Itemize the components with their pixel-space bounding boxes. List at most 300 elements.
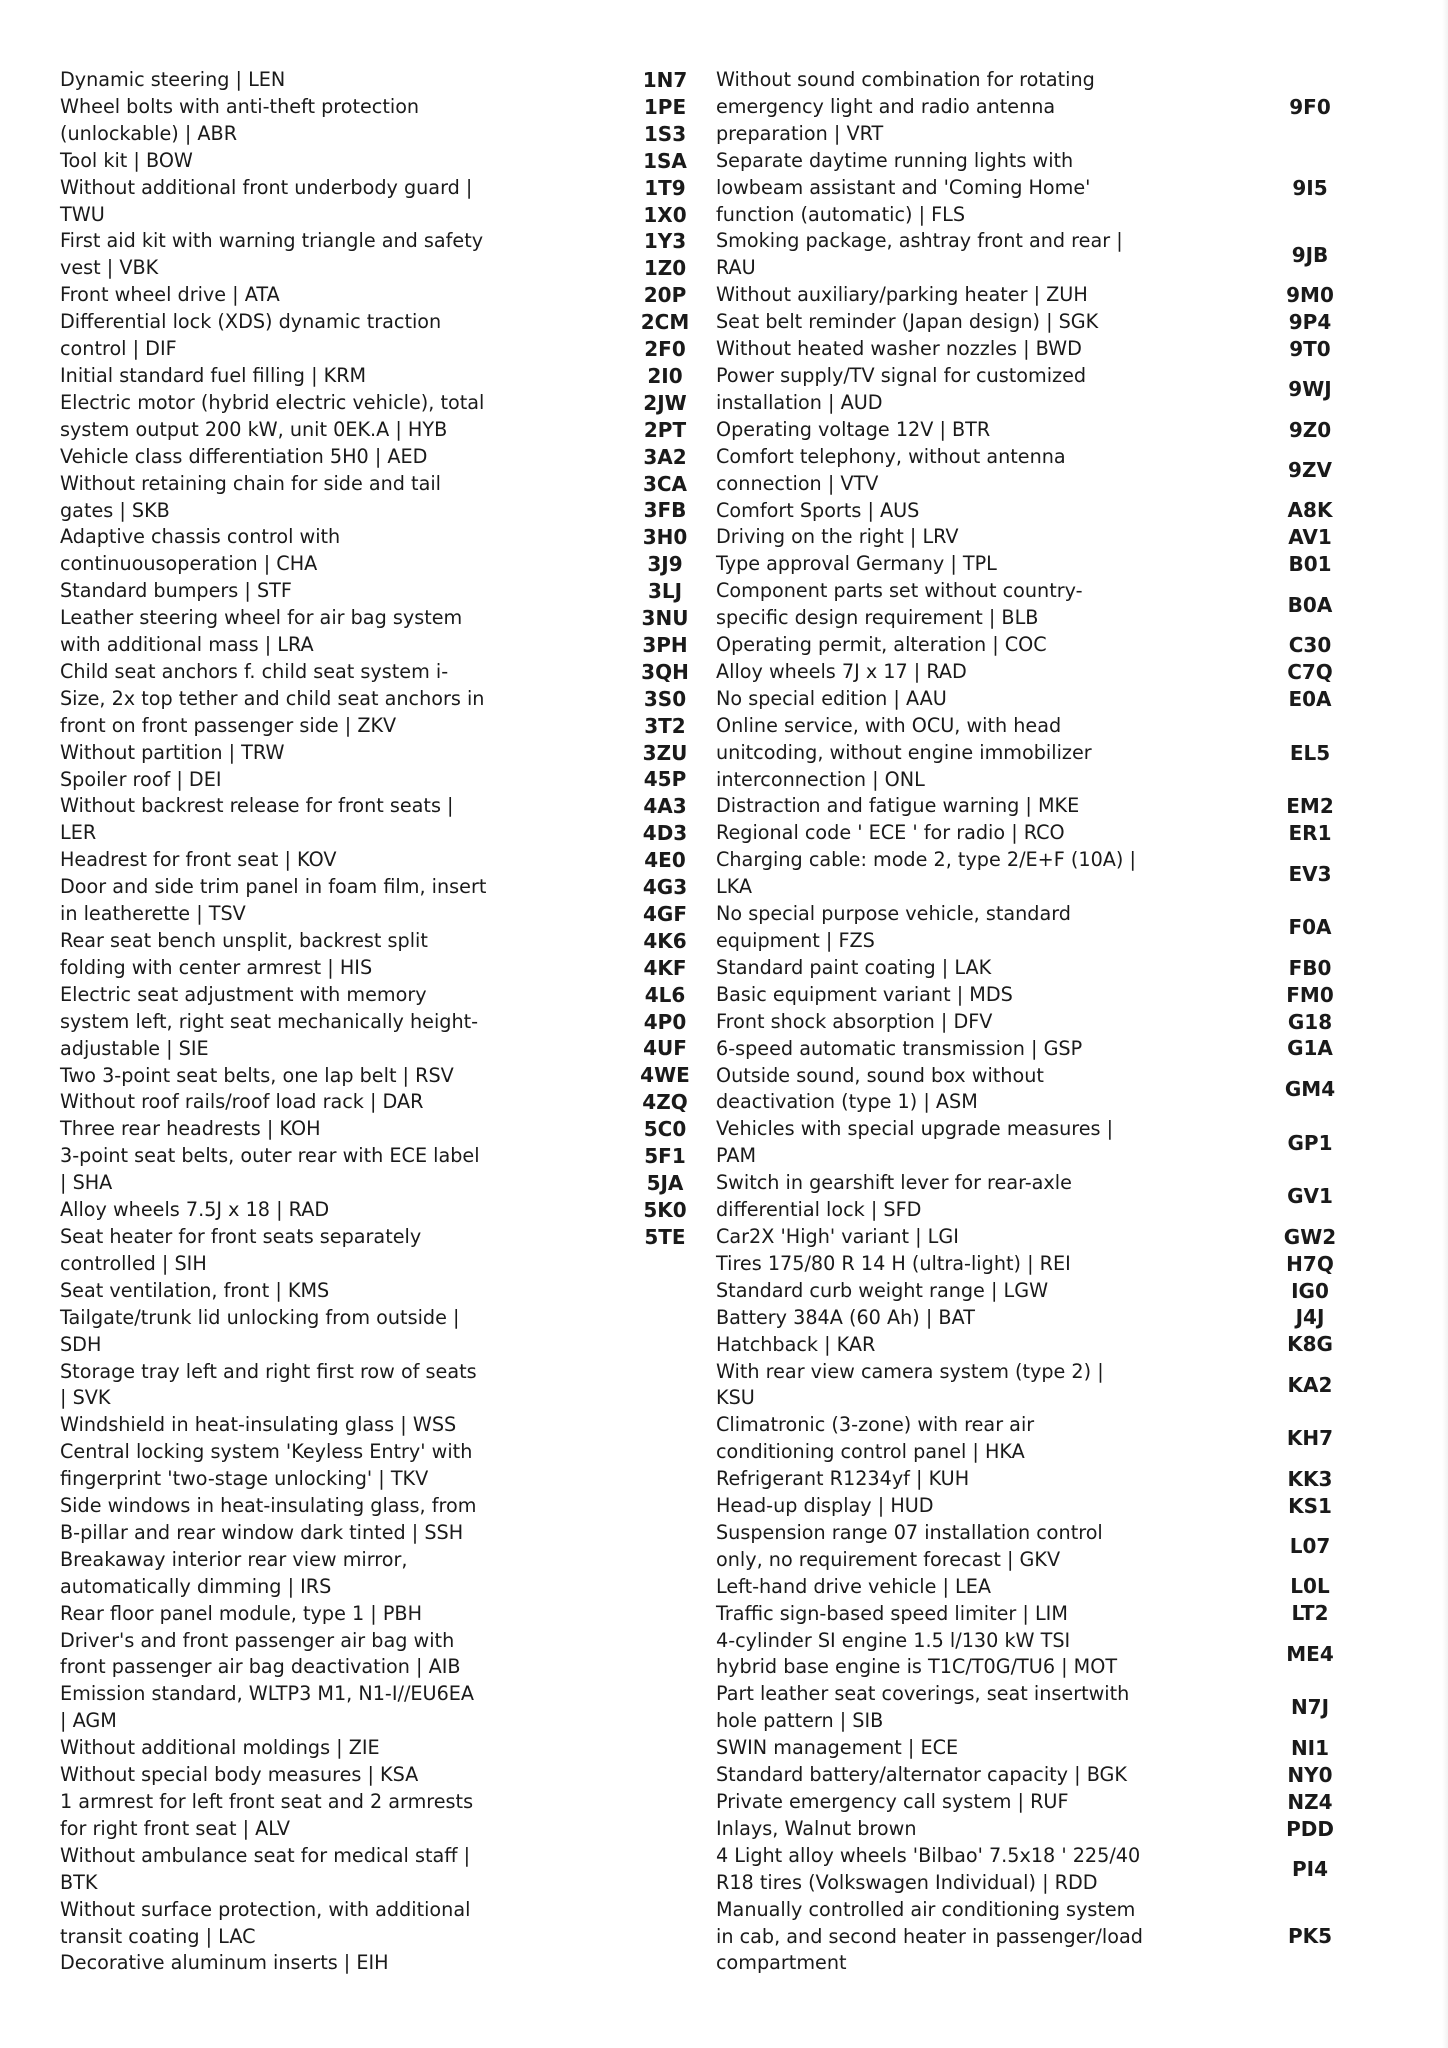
description-line: in cab, and second heater in passenger/load [716,1924,1143,1948]
description-line: system output 200 kW, unit 0EK.A | HYB [60,417,448,441]
option-code: 4WE [640,1063,690,1088]
description-line: Side windows in heat-insulating glass, from [60,1494,477,1518]
option-code: ER1 [1288,821,1332,846]
description-line: B-pillar and rear window dark tinted | SSH [60,1520,464,1544]
description-line: Decorative aluminum inserts | EIH [60,1951,389,1975]
description-line: system left, right seat mechanically height- [60,1009,479,1033]
option-description [60,1897,620,1951]
option-code: 3LJ [647,579,683,604]
description-line: Distraction and fatigue warning | MKE [716,794,1080,818]
description-line: Standard battery/alternator capacity | BGK [716,1763,1127,1787]
option-description [716,1681,1186,1735]
option-code: 9WJ [1288,377,1332,402]
option-code: 3ZU [642,740,688,765]
option-description [716,444,1186,498]
description-line: 3-point seat belts, outer rear with ECE label [60,1144,480,1168]
option-description [60,67,620,94]
option-description [716,901,1186,955]
option-code: C30 [1288,632,1332,657]
description-line: Traffic sign-based speed limiter | LIM [716,1601,1068,1625]
description-line: (unlockable) | ABR [60,121,238,145]
option-description [716,1493,1186,1520]
right-descriptions-column [716,67,1186,1977]
option-code: ME4 [1286,1641,1334,1666]
option-description [716,1897,1186,1978]
left-descriptions-column [60,67,620,1977]
description-line: Dynamic steering | LEN [60,68,286,91]
option-code: A8K [1287,498,1333,523]
option-code: GP1 [1287,1130,1333,1155]
option-code: 3S0 [643,686,687,711]
option-description [716,1305,1186,1332]
description-line: Driving on the right | LRV [716,525,959,549]
option-code: KA2 [1287,1372,1333,1397]
description-line: Without roof rails/roof load rack | DAR [60,1090,424,1114]
option-description [716,148,1186,229]
description-line: Online service, with OCU, with head [716,713,1062,737]
description-line: connection | VTV [716,471,879,495]
description-line: Climatronic (3-zone) with rear air [716,1413,1035,1437]
description-line: specific design requirement | BLB [716,606,1039,630]
description-line: automatically dimming | IRS [60,1574,332,1598]
option-description [716,632,1186,659]
description-line: Windshield in heat-insulating glass | WSS [60,1413,457,1437]
description-line: Standard paint coating | LAK [716,955,992,979]
option-description [716,1332,1186,1359]
description-line: Manually controlled air conditioning system [716,1897,1136,1921]
option-code: 4D3 [642,821,688,846]
description-line: differential lock | SFD [716,1198,922,1222]
description-line: Tailgate/trunk lid unlocking from outside | [60,1305,460,1329]
option-code: KS1 [1288,1493,1332,1518]
description-line: Two 3-point seat belts, one lap belt | RSV [60,1063,454,1087]
option-code: E0A [1288,686,1332,711]
option-description [716,1251,1186,1278]
description-line: Door and side trim panel in foam film, insert [60,875,487,899]
description-line: Switch in gearshift lever for rear-axle [716,1171,1072,1195]
option-code: AV1 [1288,525,1332,550]
option-code: 2F0 [644,337,686,361]
option-description [60,767,620,794]
option-code: IG0 [1291,1278,1329,1303]
option-code: 5C0 [643,1117,687,1142]
description-line: preparation | VRT [716,121,884,145]
option-code: 3J9 [647,552,683,577]
description-line: Standard bumpers | STF [60,579,292,603]
description-line: Left-hand drive vehicle | LEA [716,1574,991,1598]
description-line: Wheel bolts with anti-theft protection [60,94,420,118]
option-code: KH7 [1286,1426,1334,1451]
option-description [60,659,620,740]
description-line: Without ambulance seat for medical staff | [60,1843,471,1867]
option-description [716,713,1186,794]
option-description [716,1036,1186,1063]
option-code: 9T0 [1289,337,1331,361]
option-description [60,524,620,578]
option-description [716,498,1186,525]
description-line: Inlays, Walnut brown [716,1816,917,1840]
option-code: PI4 [1291,1856,1328,1881]
option-description [716,820,1186,847]
option-code: 1S3 [643,121,687,146]
description-line: continuousoperation | CHA [60,552,318,576]
description-line: Alloy wheels 7.5J x 18 | RAD [60,1198,330,1222]
option-code: GM4 [1284,1076,1336,1101]
description-line: Seat belt reminder (Japan design) | SGK [716,310,1099,334]
option-code: B01 [1288,552,1332,577]
option-description [60,444,620,471]
option-code: GW2 [1283,1224,1337,1249]
option-description [60,363,620,390]
option-description [60,1789,620,1843]
description-line: controlled | SIH [60,1251,207,1275]
description-line: Comfort Sports | AUS [716,498,920,522]
option-description [716,551,1186,578]
description-line: Without retaining chain for side and tail [60,471,441,495]
description-line: Vehicles with special upgrade measures | [716,1117,1114,1141]
option-description [60,1950,620,1977]
description-line: Front shock absorption | DFV [716,1009,993,1033]
option-code: EV3 [1288,861,1332,886]
option-code: 20P [643,283,687,308]
option-code: B0A [1287,592,1333,617]
option-description [716,363,1186,417]
description-line: Central locking system 'Keyless Entry' with [60,1440,473,1464]
option-description [60,175,620,229]
option-description [60,1762,620,1789]
description-line: front passenger air bag deactivation | AIB [60,1655,461,1679]
description-line: control | DIF [60,337,177,361]
description-line: Operating permit, alteration | COC [716,633,1047,657]
description-line: Part leather seat coverings, seat insertwith [716,1682,1130,1706]
description-line: Storage tray left and right first row of seats [60,1359,477,1383]
option-code: 1T9 [644,175,686,200]
description-line: only, no requirement forecast | GKV [716,1547,1061,1571]
description-line: Charging cable: mode 2, type 2/E+F (10A) | [716,848,1136,872]
option-description [716,1412,1186,1466]
option-description [716,336,1186,363]
option-description [716,1843,1186,1897]
description-line: First aid kit with warning triangle and safety [60,229,484,253]
option-description [60,874,620,928]
description-line: Differential lock (XDS) dynamic traction [60,310,442,334]
option-code: 4L6 [644,982,686,1007]
option-code: G1A [1287,1036,1333,1061]
description-line: Smoking package, ashtray front and rear | [716,229,1123,253]
option-description [60,1735,620,1762]
option-description [716,1816,1186,1843]
option-code: NI1 [1290,1735,1330,1760]
description-line: Component parts set without country- [716,579,1083,603]
description-line: Electric seat adjustment with memory [60,982,427,1006]
option-code: L0L [1290,1574,1330,1599]
description-line: Spoiler roof | DEI [60,767,222,791]
option-description [60,847,620,874]
description-line: vest | VBK [60,256,159,280]
description-line: function (automatic) | FLS [716,202,966,226]
description-line: Separate daytime running lights with [716,148,1074,172]
option-code: 9ZV [1288,458,1332,483]
description-line: R18 tires (Volkswagen Individual) | RDD [716,1870,1098,1894]
description-line: Without partition | TRW [60,740,285,764]
option-code: F0A [1288,915,1332,940]
description-line: Three rear headrests | KOH [60,1117,321,1141]
description-line: Head-up display | HUD [716,1494,934,1518]
description-line: folding with center armrest | HIS [60,955,373,979]
option-code: 2CM [640,310,690,335]
description-line: Leather steering wheel for air bag system [60,606,463,630]
description-line: Rear seat bench unsplit, backrest split [60,929,428,952]
description-line: Front wheel drive | ATA [60,283,280,307]
description-line: 4 Light alloy wheels 'Bilbao' 7.5x18 ' 225/40 [716,1843,1141,1867]
option-description [60,1843,620,1897]
description-line: | SHA [60,1171,113,1195]
option-description [716,1735,1186,1762]
option-description [716,1628,1186,1682]
option-description [60,578,620,605]
description-line: Breakaway interior rear view mirror, [60,1547,408,1571]
description-line: Emission standard, WLTP3 M1, N1-I//EU6EA [60,1682,475,1706]
option-description [60,1224,620,1278]
description-line: Hatchback | KAR [716,1332,876,1356]
option-description [60,148,620,175]
option-code: 3NU [641,606,689,630]
option-description [60,1547,620,1601]
option-code: NY0 [1287,1762,1333,1787]
option-code: 4P0 [643,1009,687,1034]
option-code: C7Q [1287,659,1333,684]
description-line: LER [60,821,97,845]
right-codes-column [1260,67,1360,1977]
option-description [716,1762,1186,1789]
option-code: 9I5 [1292,175,1328,200]
option-code: 4GF [643,901,687,926]
option-description [716,1116,1186,1170]
description-line: compartment [716,1951,847,1975]
description-line: Seat heater for front seats separately [60,1224,422,1248]
option-description [716,1601,1186,1628]
option-description [60,1439,620,1493]
option-code: KK3 [1287,1466,1333,1491]
description-line: 4-cylinder SI engine 1.5 l/130 kW TSI [716,1628,1071,1652]
option-description [716,1789,1186,1816]
option-code: 3CA [642,471,688,496]
option-description [60,1412,620,1439]
description-line: Comfort telephony, without antenna [716,444,1066,468]
left-codes-column [625,67,705,1977]
description-line: Standard curb weight range | LGW [716,1278,1049,1302]
description-line: Without additional moldings | ZIE [60,1736,380,1760]
option-description [60,282,620,309]
description-line: Child seat anchors f. child seat system i- [60,659,449,683]
description-line: conditioning control panel | HKA [716,1440,1025,1464]
option-description [716,1063,1186,1117]
option-code: 9M0 [1286,283,1334,308]
description-line: Battery 384A (60 Ah) | BAT [716,1305,975,1329]
option-code: 4UF [643,1036,687,1061]
option-description [716,686,1186,713]
option-code: 1PE [643,94,687,119]
option-code: 9P4 [1288,310,1332,335]
option-description [716,955,1186,982]
description-line: Outside sound, sound box without [716,1063,1044,1087]
option-description [716,67,1186,148]
description-line: Seat ventilation, front | KMS [60,1278,330,1302]
option-description [716,1224,1186,1251]
description-line: Basic equipment variant | MDS [716,982,1013,1006]
description-line: Suspension range 07 installation control [716,1520,1103,1544]
option-description [60,1493,620,1547]
description-line: | AGM [60,1709,117,1733]
description-line: Size, 2x top tether and child seat anchors in [60,686,485,710]
description-line: Without backrest release for front seats | [60,794,454,818]
description-line: Power supply/TV signal for customized [716,363,1087,387]
description-line: Without sound combination for rotating [716,68,1095,91]
description-line: Tool kit | BOW [60,148,193,172]
description-line: installation | AUD [716,390,883,414]
option-code: 4E0 [644,848,686,873]
description-line: Without auxiliary/parking heater | ZUH [716,283,1088,307]
option-code: PDD [1286,1816,1334,1841]
option-code: 1N7 [642,68,688,92]
option-code: 2I0 [647,363,683,388]
description-line: BTK [60,1870,98,1894]
option-code: 2PT [643,417,687,442]
option-code: PK5 [1287,1924,1333,1949]
description-line: Tires 175/80 R 14 H (ultra-light) | REI [716,1251,1071,1275]
description-line: Headrest for front seat | KOV [60,848,337,872]
option-description [60,793,620,847]
description-line: Rear floor panel module, type 1 | PBH [60,1601,423,1625]
option-description [60,1278,620,1305]
description-line: front on front passenger side | ZKV [60,713,397,737]
option-code: 2JW [643,390,687,415]
option-description [716,524,1186,551]
description-line: RAU [716,256,756,280]
option-description [716,417,1186,444]
description-line: SDH [60,1332,102,1356]
option-code: 4ZQ [642,1090,688,1115]
option-description [60,1116,620,1143]
option-description [60,1197,620,1224]
option-code: GV1 [1287,1184,1333,1209]
description-line: LKA [716,875,753,899]
option-description [60,1143,620,1197]
description-line: No special purpose vehicle, standard [716,902,1071,926]
option-code: G18 [1287,1009,1333,1034]
option-code: 9Z0 [1288,417,1332,442]
option-code: 4K6 [643,928,687,953]
description-line: Without surface protection, with additional [60,1897,471,1921]
option-code: NZ4 [1287,1789,1333,1814]
description-line: equipment | FZS [716,929,875,952]
description-line: | SVK [60,1386,111,1410]
option-code: 5K0 [643,1197,687,1222]
description-line: TWU [60,202,105,226]
option-code: 3QH [641,659,689,684]
option-code: LT2 [1291,1601,1329,1626]
option-code: 4KF [643,955,687,980]
option-code: EM2 [1286,794,1334,819]
option-code: 5TE [644,1224,686,1249]
option-code: H7Q [1286,1251,1334,1276]
description-line: Without special body measures | KSA [60,1763,419,1787]
option-description [60,740,620,767]
description-line: emergency light and radio antenna [716,94,1056,118]
option-description [60,982,620,1063]
option-description [716,282,1186,309]
description-line: in leatherette | TSV [60,902,246,926]
option-description [716,1520,1186,1574]
option-code: 1X0 [643,202,687,227]
option-description [60,605,620,659]
option-description [716,1574,1186,1601]
option-code: 5JA [646,1170,684,1195]
option-code: 9F0 [1289,94,1331,119]
option-code: EL5 [1289,740,1331,765]
option-description [716,228,1186,282]
description-line: Type approval Germany | TPL [716,552,997,576]
option-description [716,578,1186,632]
option-description [716,1359,1186,1413]
option-description [716,659,1186,686]
description-line: deactivation (type 1) | ASM [716,1090,978,1114]
option-description [716,1009,1186,1036]
scan-edge-shade [1442,0,1448,2048]
option-description [716,793,1186,820]
option-description [60,309,620,363]
option-description [60,928,620,982]
description-line: KSU [716,1386,755,1410]
option-description [716,1466,1186,1493]
description-line: hybrid base engine is T1C/T0G/TU6 | MOT [716,1655,1118,1679]
option-code: 5F1 [644,1144,686,1168]
description-line: 1 armrest for left front seat and 2 armrests [60,1790,474,1813]
option-code: 3T2 [644,713,686,738]
description-line: Refrigerant R1234yf | KUH [716,1467,970,1491]
description-line: With rear view camera system (type 2) | [716,1359,1104,1383]
description-line: PAM [716,1144,757,1168]
description-line: Regional code ' ECE ' for radio | RCO [716,821,1065,845]
option-description [60,1359,620,1413]
description-line: transit coating | LAC [60,1924,256,1948]
description-line: 6-speed automatic transmission | GSP [716,1036,1083,1060]
description-line: Without heated washer nozzles | BWD [716,337,1082,361]
description-line: hole pattern | SIB [716,1709,884,1733]
description-line: SWIN management | ECE [716,1736,959,1760]
option-code: 4A3 [643,794,687,819]
description-line: Driver's and front passenger air bag with [60,1628,455,1652]
description-line: gates | SKB [60,498,170,522]
description-line: fingerprint 'two-stage unlocking' | TKV [60,1467,429,1491]
option-description [716,1278,1186,1305]
option-code: 4G3 [642,875,688,899]
option-code: J4J [1295,1305,1325,1330]
option-description [716,1170,1186,1224]
option-code: FM0 [1286,982,1334,1007]
option-description [716,982,1186,1009]
option-code: 45P [643,767,687,792]
description-line: for right front seat | ALV [60,1816,290,1840]
description-line: Operating voltage 12V | BTR [716,417,991,441]
description-line: Car2X 'High' variant | LGI [716,1224,959,1248]
option-code: FB0 [1288,955,1332,980]
description-line: No special edition | AAU [716,686,947,710]
option-description [60,1681,620,1735]
option-description [60,94,620,148]
description-line: Private emergency call system | RUF [716,1790,1069,1813]
option-code: 3H0 [642,525,688,550]
